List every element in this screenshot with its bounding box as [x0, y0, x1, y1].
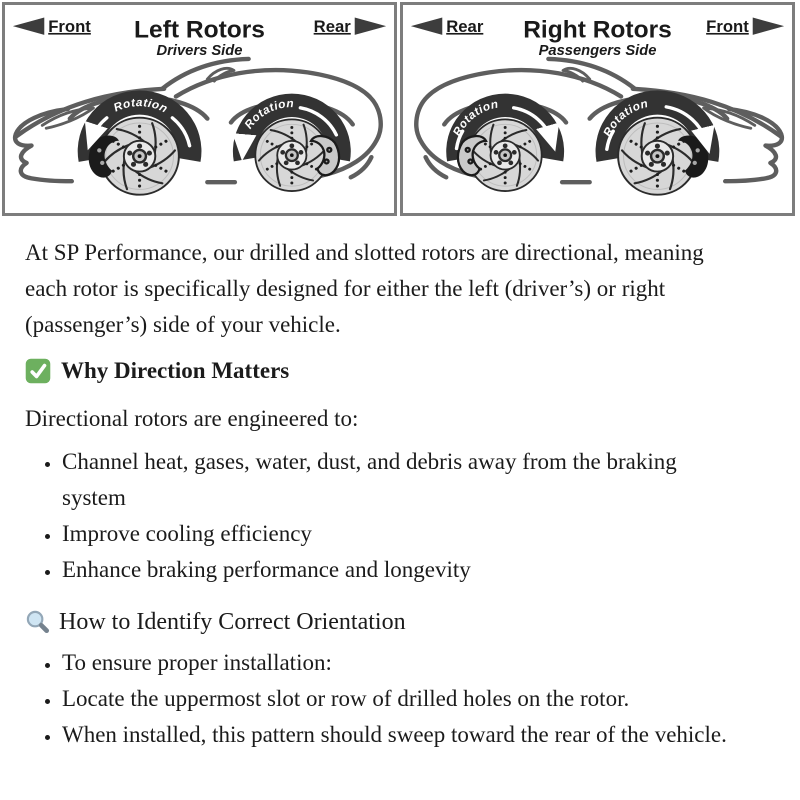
left-arrow-icon [411, 18, 442, 35]
panel-title: Left Rotors [134, 16, 265, 44]
left-arrow-icon [13, 18, 44, 35]
right-arrow-icon [355, 18, 386, 35]
bullet-item: • To ensure proper installation: [62, 645, 727, 681]
why-lead-text: Directional rotors are engineered to: [25, 406, 359, 431]
bullet-item: • Improve cooling efficiency [62, 516, 727, 552]
how-bullet-list [25, 645, 727, 753]
left-rotors-illustration [5, 5, 394, 213]
rotation-arc-label: Rotation [111, 96, 170, 116]
panel-subtitle: Drivers Side [156, 43, 243, 60]
rotation-arc-label: Rotation [450, 97, 500, 139]
bullet-item: • Channel heat, gases, water, dust, and debris away from the braking system [62, 444, 727, 516]
rotation-arc-label: Rotation [600, 97, 650, 139]
panel-right-direction-label: Rear [313, 17, 351, 36]
bullet-item: • Enhance braking performance and longevity [62, 552, 727, 588]
section-title: Why Direction Matters [61, 358, 290, 383]
rotor-direction-diagram [0, 0, 800, 218]
panel-right-direction-label: Front [706, 17, 749, 36]
car-side-view-facing-right [416, 59, 782, 195]
panel-left-direction-label: Front [48, 17, 91, 36]
panel-subtitle: Passengers Side [538, 43, 657, 60]
right-arrow-icon [753, 18, 784, 35]
why-direction-matters-heading [25, 356, 775, 386]
car-side-view-facing-left [15, 59, 381, 195]
check-mark-emoji-icon [25, 358, 51, 384]
panel-left-direction-label: Rear [446, 17, 484, 36]
right-rotors-panel [400, 2, 795, 216]
bullet-item: • Locate the uppermost slot or row of drilled holes on the rotor. [62, 681, 727, 717]
intro-paragraph: At SP Performance, our drilled and slotted rotors are directional, meaning each rotor is specifically designed for either the left (driver’s) or right (passenger’s) side of your vehicle. [25, 240, 704, 337]
left-rotors-panel [2, 2, 397, 216]
why-bullet-list [25, 444, 727, 588]
rotation-arc-label: Rotation [242, 97, 295, 132]
bullet-item: • When installed, this pattern should sweep toward the rear of the vehicle. [62, 717, 727, 753]
right-rotors-illustration [403, 5, 792, 213]
panel-title: Right Rotors [523, 16, 672, 44]
identify-orientation-heading [25, 606, 775, 638]
magnifying-glass-emoji-icon [25, 609, 51, 635]
section-title: How to Identify Correct Orientation [59, 609, 406, 635]
